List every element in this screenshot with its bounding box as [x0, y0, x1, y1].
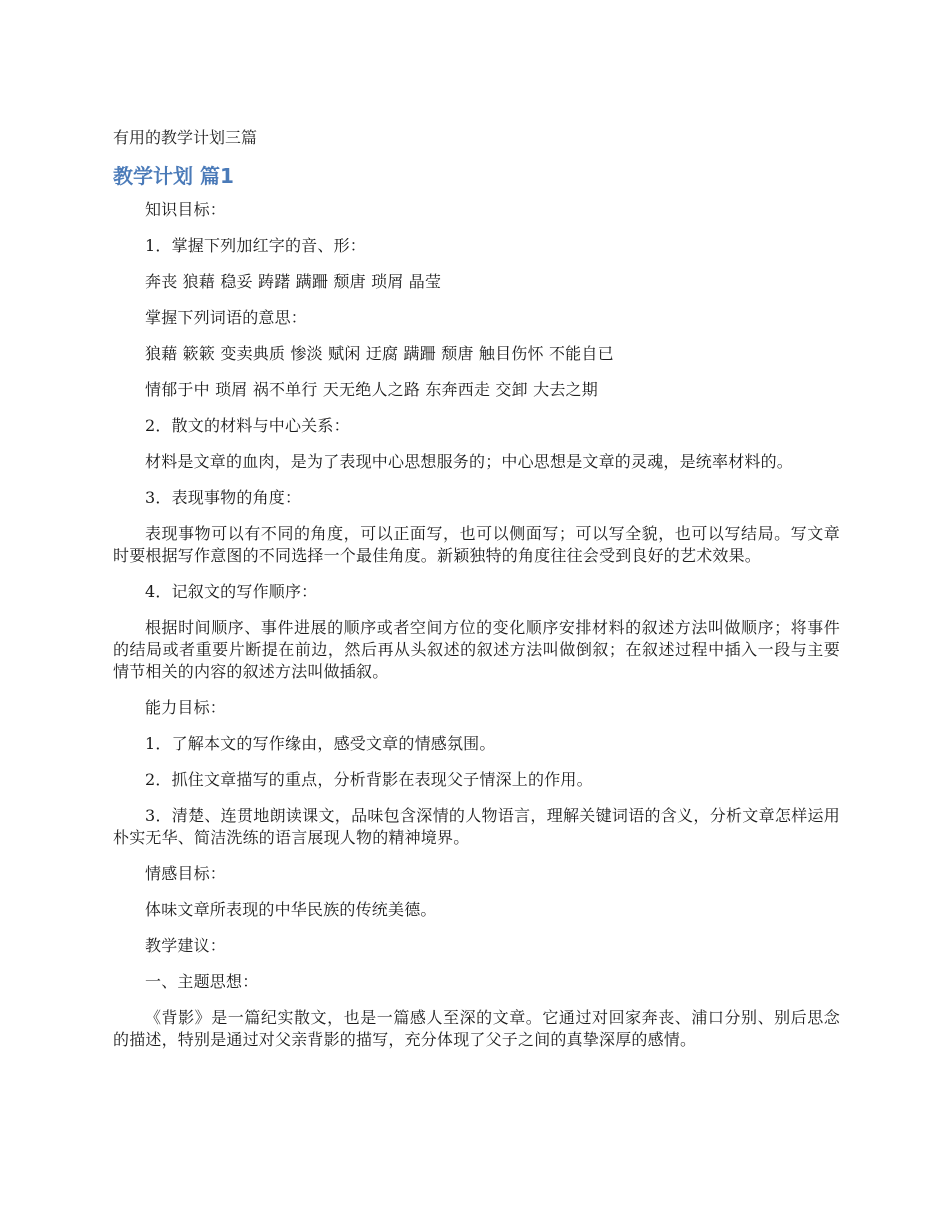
paragraph-material-body: 材料是文章的血肉，是为了表现中心思想服务的；中心思想是文章的灵魂，是统率材料的。 — [145, 452, 794, 471]
paragraph-order-heading: 4．记叙文的写作顺序： — [145, 582, 318, 601]
document-title: 有用的教学计划三篇 — [113, 128, 258, 147]
paragraph-emotion-body: 体味文章所表现的中华民族的传统美德。 — [145, 900, 437, 919]
paragraph-ability-1: 1．了解本文的写作缘由，感受文章的情感氛围。 — [145, 734, 496, 753]
paragraph-word-list-1: 奔丧 狼藉 稳妥 踌躇 蹒跚 颓唐 琐屑 晶莹 — [145, 272, 442, 291]
paragraph-theme-heading: 一、主题思想： — [145, 972, 259, 991]
paragraph-suggestion-heading: 教学建议： — [145, 936, 227, 955]
paragraph-material-heading: 2．散文的材料与中心关系： — [145, 416, 350, 435]
paragraph-angle-heading: 3．表现事物的角度： — [145, 488, 302, 507]
document-page — [113, 127, 840, 1065]
paragraph-pronunciation-heading: 1．掌握下列加红字的音、形： — [145, 236, 366, 255]
paragraph-meaning-heading: 掌握下列词语的意思： — [145, 308, 308, 327]
paragraph-theme-body: 《背影》是一篇纪实散文，也是一篇感人至深的文章。它通过对回家奔丧、浦口分别、别后思念的描述，特别是通过对父亲背影的描写，充分体现了父子之间的真挚深厚的感情。 — [113, 1008, 840, 1049]
paragraph-ability-3: 3．清楚、连贯地朗读课文，品味包含深情的人物语言，理解关键词语的含义，分析文章怎样运用朴实无华、简洁洗练的语言展现人物的精神境界。 — [113, 806, 840, 847]
section-heading: 教学计划 篇1 — [113, 164, 234, 188]
paragraph-ability-goal: 能力目标： — [145, 698, 227, 717]
paragraph-angle-body: 表现事物可以有不同的角度，可以正面写，也可以侧面写；可以写全貌，也可以写结局。写文章时要根据写作意图的不同选择一个最佳角度。新颖独特的角度往往会受到良好的艺术效果。 — [113, 524, 840, 565]
paragraph-word-list-2: 狼藉 簌簌 变卖典质 惨淡 赋闲 迂腐 蹒跚 颓唐 触目伤怀 不能自已 — [145, 344, 614, 363]
paragraph-knowledge-goal: 知识目标： — [145, 200, 227, 219]
paragraph-emotion-goal: 情感目标： — [145, 864, 227, 883]
paragraph-order-body: 根据时间顺序、事件进展的顺序或者空间方位的变化顺序安排材料的叙述方法叫做顺序；将事件的结局或者重要片断提在前边，然后再从头叙述的叙述方法叫做倒叙；在叙述过程中插入一段与主要情节相关的内容的叙述方法叫做插叙。 — [113, 618, 840, 681]
paragraph-word-list-3: 情郁于中 琐屑 祸不单行 天无绝人之路 东奔西走 交卸 大去之期 — [145, 380, 598, 399]
paragraph-ability-2: 2．抓住文章描写的重点，分析背影在表现父子情深上的作用。 — [145, 770, 593, 789]
